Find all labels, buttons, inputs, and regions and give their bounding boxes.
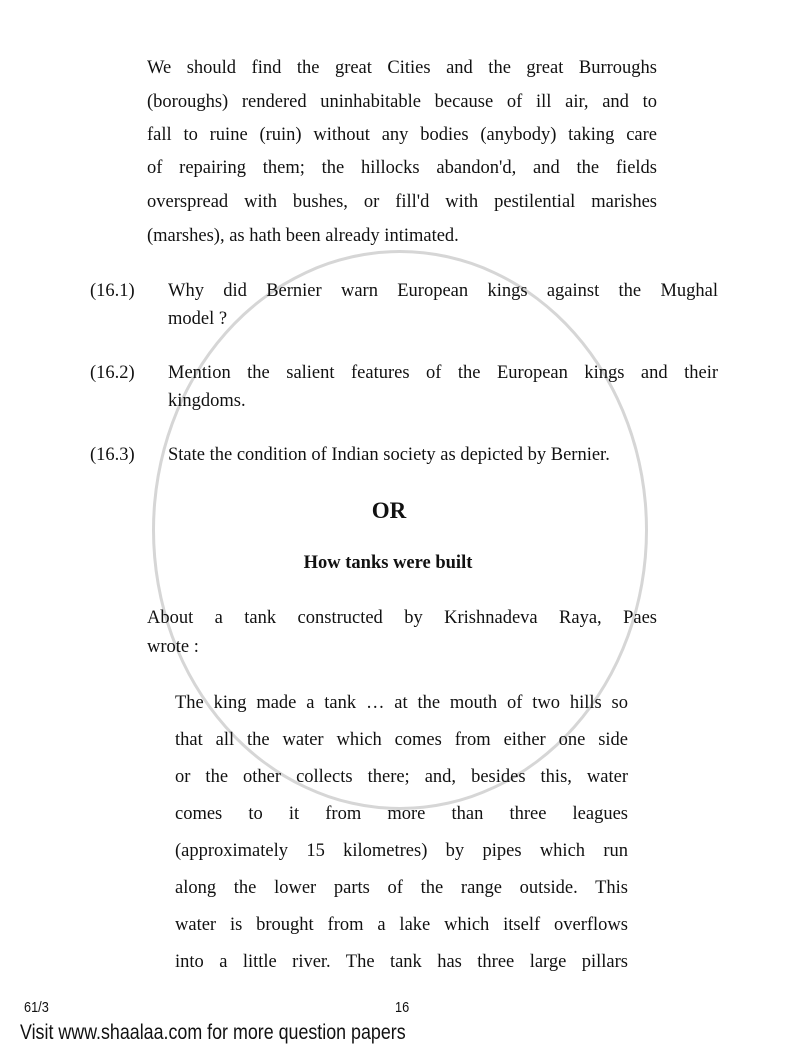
passage-line: We should find the great Cities and the great Burroughs [147,58,657,78]
quote-line: water is brought from a lake which itself overflows [175,915,628,935]
question-text: model ? [168,309,228,329]
question-text: Why did Bernier warn European kings against the Mughal [168,281,718,301]
question-number: (16.1) [90,281,135,301]
paper-code: 61/3 [24,999,49,1016]
question-number: (16.2) [90,363,135,383]
quote-line: comes to it from more than three leagues [175,804,628,824]
quote-line: that all the water which comes from either one side [175,730,628,750]
or-separator: OR [371,498,407,523]
passage-line: (marshes), as hath been already intimated. [147,226,459,246]
quote-line: into a little river. The tank has three large pillars [175,952,628,972]
question-text: kingdoms. [168,391,246,411]
passage-line: (boroughs) rendered uninhabitable because of ill air, and to [147,92,657,112]
intro-line: wrote : [147,637,199,657]
quote-line: (approximately 15 kilometres) by pipes which run [175,841,628,861]
page-number: 16 [395,999,410,1016]
question-text: State the condition of Indian society as depicted by Bernier. [168,445,610,465]
passage-line: overspread with bushes, or fill'd with pestilential marishes [147,192,657,212]
question-number: (16.3) [90,445,135,465]
quote-line: or the other collects there; and, besides this, water [175,767,628,787]
section-heading: How tanks were built [303,553,473,573]
question-text: Mention the salient features of the European kings and their [168,363,718,383]
footer-visit-link[interactable]: Visit www.shaalaa.com for more question papers [20,1021,406,1044]
passage-line: fall to ruine (ruin) without any bodies (anybody) taking care [147,125,657,145]
watermark-circle [152,250,648,810]
quote-line: The king made a tank … at the mouth of two hills so [175,693,628,713]
quote-line: along the lower parts of the range outside. This [175,878,628,898]
passage-line: of repairing them; the hillocks abandon'd, and the fields [147,158,657,178]
intro-line: About a tank constructed by Krishnadeva Raya, Paes [147,608,657,628]
